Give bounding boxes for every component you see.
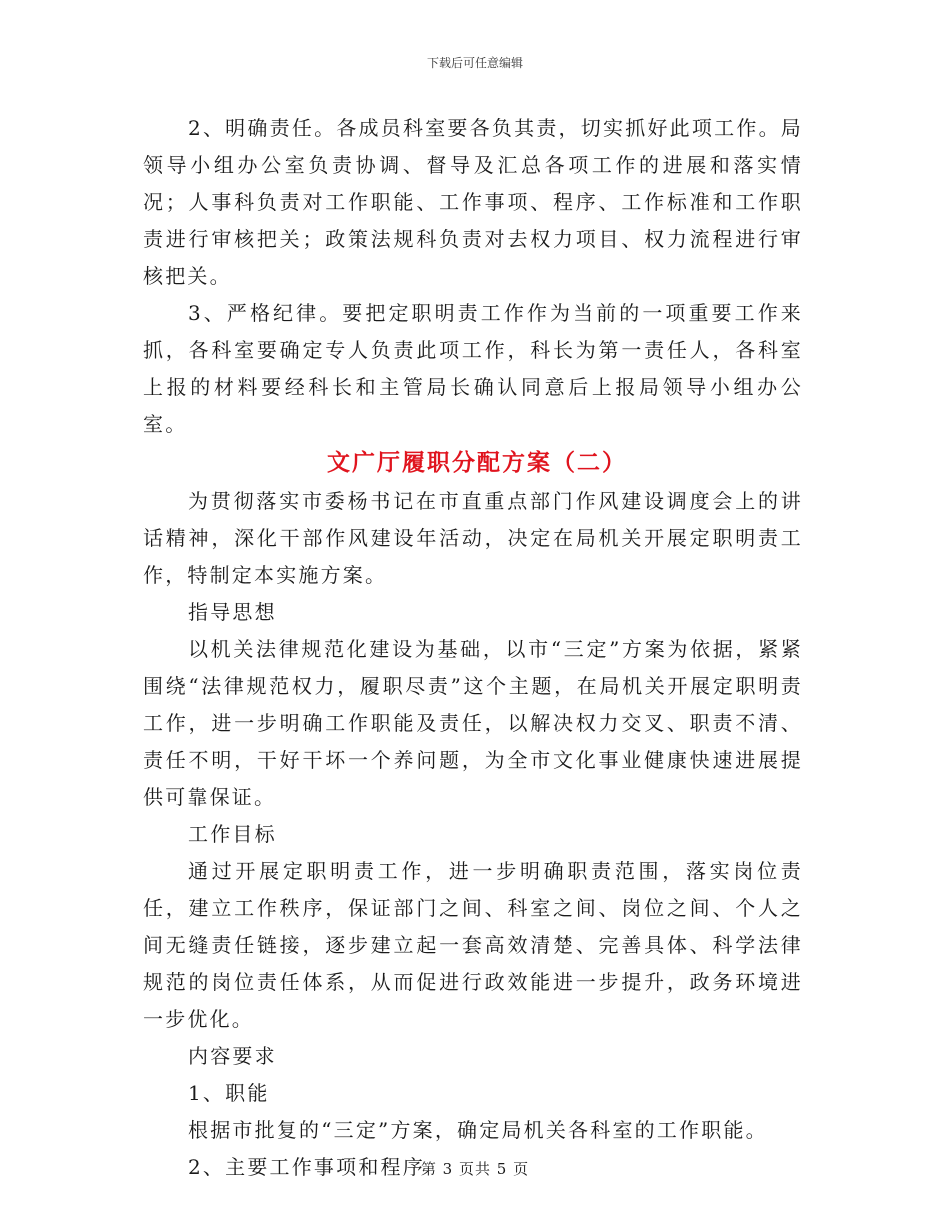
- paragraph-intro: 为贯彻落实市委杨书记在市直重点部门作风建设调度会上的讲话精神，深化干部作风建设年活动，决定在局机关开展定职明责工作，特制定本实施方案。: [143, 489, 803, 587]
- paragraph-responsibility: 2、明确责任。各成员科室要各负其责，切实抓好此项工作。局领导小组办公室负责协调、督导及汇总各项工作的进展和落实情况；人事科负责对工作职能、工作事项、程序、工作标准和工作职责进行审核把关；政策法规科负责对去权力项目、权力流程进行审核把关。: [143, 116, 803, 288]
- document-body: [143, 110, 803, 1186]
- paragraph-functions: 根据市批复的“三定”方案，确定局机关各科室的工作职能。: [188, 1118, 768, 1142]
- section-heading-guiding-ideology: 指导思想: [188, 600, 277, 624]
- document-title: 文广厅履职分配方案（二）: [327, 449, 627, 476]
- page-footer: 第 3 页共 5 页: [420, 1160, 530, 1178]
- paragraph-work-goals: 通过开展定职明责工作，进一步明确职责范围，落实岗位责任，建立工作秩序，保证部门之间、科室之间、岗位之间、个人之间无缝责任链接，逐步建立起一套高效清楚、完善具体、科学法律规范的岗位责任体系，从而促进行政效能进一步提升，政务环境进一步优化。: [143, 859, 803, 1031]
- page-header: 下载后可任意编辑: [426, 56, 523, 70]
- paragraph-guiding-ideology: 以机关法律规范化建设为基础，以市“三定”方案为依据，紧紧围绕“法律规范权力，履职尽责”这个主题，在局机关开展定职明责工作，进一步明确工作职能及责任，以解决权力交叉、职责不清、责任不明，干好干坏一个养问题，为全市文化事业健康快速进展提供可靠保证。: [143, 637, 803, 809]
- item-heading-functions: 1、职能: [188, 1081, 270, 1105]
- paragraph-discipline: 3、严格纪律。要把定职明责工作作为当前的一项重要工作来抓，各科室要确定专人负责此项工作，科长为第一责任人，各科室上报的材料要经科长和主管局长确认同意后上报局领导小组办公室。: [143, 301, 803, 436]
- item-heading-work-items: 2、主要工作事项和程序: [188, 1155, 425, 1179]
- section-heading-work-goals: 工作目标: [188, 822, 277, 846]
- section-heading-content-requirements: 内容要求: [188, 1044, 277, 1068]
